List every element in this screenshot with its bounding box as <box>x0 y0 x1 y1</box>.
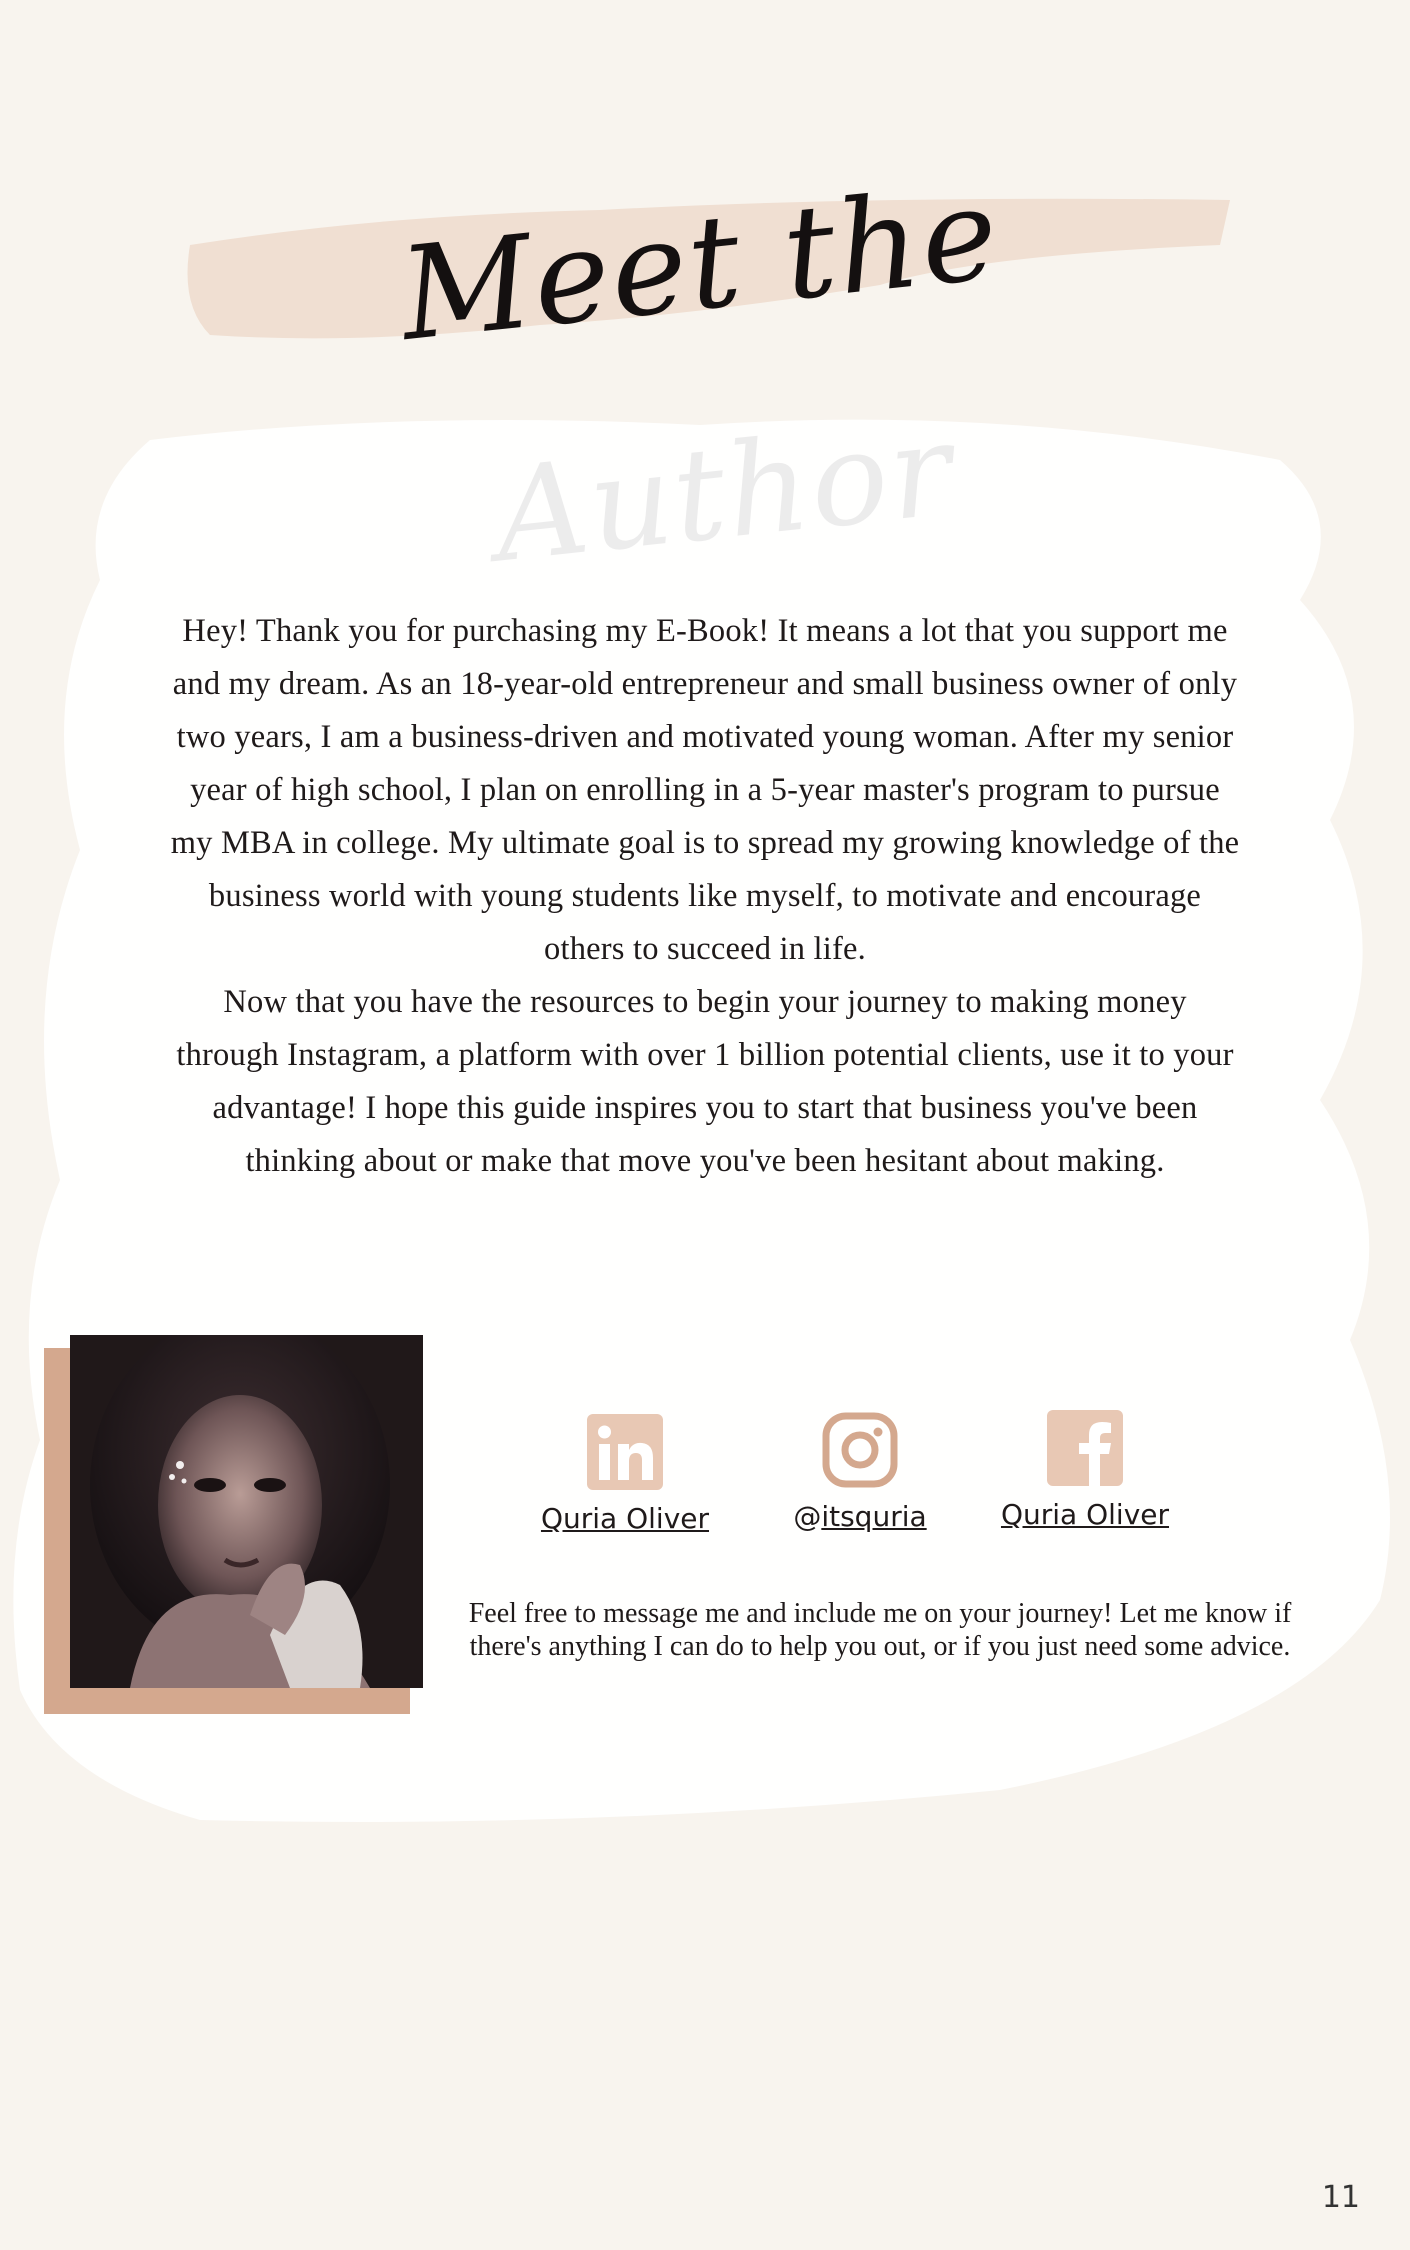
facebook-icon <box>1045 1408 1125 1488</box>
instagram-contact[interactable] <box>770 1410 950 1533</box>
facebook-link[interactable]: Quria Oliver <box>1000 1498 1170 1531</box>
intro-paragraph-1: Hey! Thank you for purchasing my E-Book! It means a lot that you support me and my dream. As an 18-year-old entrepreneur and small business owner of only two years, I am a business-driven and motivated young woman. After my senior year of high school, I plan on enrolling in a 5-year master's program to pursue my MBA in college. My ultimate goal is to spread my growing knowledge of the business world with young students like myself, to motivate and encourage others to succeed in life. <box>170 613 1240 967</box>
linkedin-contact[interactable] <box>520 1412 730 1535</box>
linkedin-link[interactable]: Quria Oliver <box>540 1502 710 1535</box>
author-photo <box>70 1335 423 1688</box>
linkedin-icon <box>585 1412 665 1492</box>
contact-note: Feel free to message me and include me on your journey! Let me know if there's anything I can do to help you out, or if you just need some advice. <box>468 1598 1292 1662</box>
intro-text <box>170 605 1240 1188</box>
page-number: 11 <box>1321 2180 1360 2215</box>
instagram-at-symbol: @ <box>793 1500 822 1533</box>
instagram-handle-link[interactable]: itsquria <box>821 1500 927 1533</box>
instagram-icon <box>820 1410 900 1490</box>
author-portrait-illustration <box>70 1335 423 1688</box>
page-title: Meet the <box>393 159 1007 370</box>
intro-paragraph-2: Now that you have the resources to begin your journey to making money through Instagram, a platform with over 1 billion potential clients, use it to your advantage! I hope this guide inspires you to start that business you've been thinking about or make that move you've been hesitant about making. <box>176 984 1234 1179</box>
facebook-contact[interactable] <box>985 1408 1185 1531</box>
